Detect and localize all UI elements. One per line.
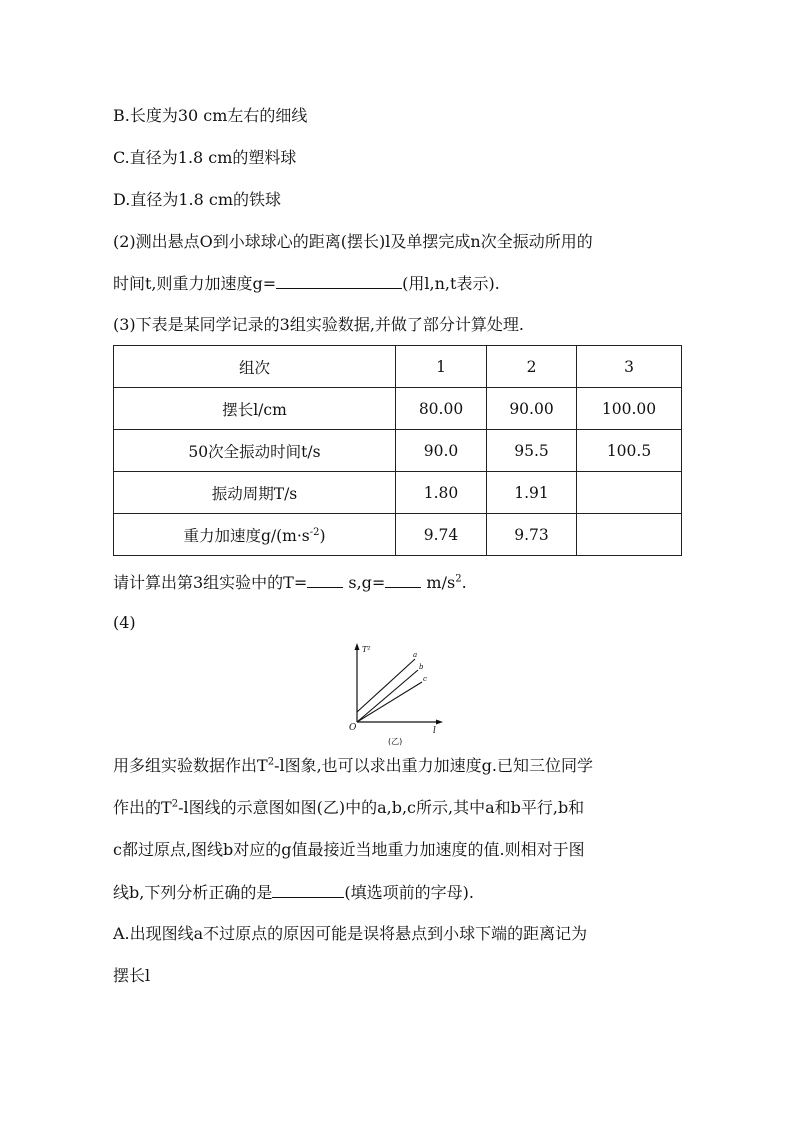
table-row	[114, 430, 682, 472]
q4-para1-sup: 2	[267, 756, 275, 768]
table-cell: 9.74	[396, 514, 487, 556]
q4-option-a-line1: A.出现图线a不过原点的原因可能是误将悬点到小球下端的距离记为	[113, 924, 588, 943]
table-cell: 9.73	[487, 514, 577, 556]
table-cell: 100.5	[577, 430, 682, 472]
table-row	[114, 472, 682, 514]
row-label	[114, 514, 396, 556]
q4-para2	[113, 798, 584, 818]
q4-para4	[113, 882, 474, 903]
t2-l-graph	[340, 640, 450, 748]
q2-line2	[113, 273, 500, 294]
q4-label: (4)	[113, 613, 136, 632]
option-b: B.长度为30 cm左右的细线	[113, 106, 308, 125]
q4-para1-post: -l图象,也可以求出重力加速度g.已知三位同学	[274, 756, 594, 775]
row-label: 50次全振动时间t/s	[114, 430, 396, 472]
table-header-cell: 1	[396, 346, 487, 388]
q4-para4-post: (填选项前的字母).	[344, 883, 474, 902]
q4-option-a-line2: 摆长l	[113, 966, 151, 985]
x-axis-label: l	[433, 726, 436, 736]
q4-para2-pre: 作出的T	[113, 798, 172, 817]
q2-line2-post: (用l,n,t表示).	[402, 274, 500, 293]
origin-label: O	[349, 723, 357, 733]
q3-calc-pre: 请计算出第3组实验中的T=	[113, 573, 308, 592]
q4-para2-sup: 2	[171, 798, 179, 810]
q4-para4-pre: 线b,下列分析正确的是	[113, 883, 273, 902]
table-header-cell: 3	[577, 346, 682, 388]
data-table	[113, 345, 682, 556]
line-label-a: a	[413, 651, 418, 659]
table-cell-empty[interactable]	[577, 472, 682, 514]
q3-calc-mid: s,g=	[348, 573, 386, 592]
y-axis-arrow-icon	[355, 643, 360, 650]
table-cell: 100.00	[577, 388, 682, 430]
row-label-pre: 重力加速度g/(m·s	[183, 526, 310, 545]
graph-caption: (乙)	[388, 737, 403, 746]
q2-line1: (2)测出悬点O到小球球心的距离(摆长)l及单摆完成n次全振动所用的	[113, 232, 593, 251]
answer-blank-g3[interactable]	[385, 572, 421, 588]
table-cell: 80.00	[396, 388, 487, 430]
line-label-c: c	[423, 675, 427, 683]
q2-line2-pre: 时间t,则重力加速度g=	[113, 274, 277, 293]
table-header-cell: 组次	[114, 346, 396, 388]
graph-line-c	[357, 682, 422, 722]
x-axis-arrow-icon	[436, 720, 443, 725]
y-axis-label: T²	[362, 645, 371, 654]
table-header-row	[114, 346, 682, 388]
graph-line-b	[357, 670, 418, 722]
q3-calc-unit: m/s	[426, 573, 456, 592]
table-cell-empty[interactable]	[577, 514, 682, 556]
q3-calc	[113, 572, 467, 593]
q3-calc-end: .	[461, 573, 467, 592]
q4-para1-pre: 用多组实验数据作出T	[113, 756, 268, 775]
table-cell: 1.80	[396, 472, 487, 514]
q4-para2-post: -l图线的示意图如图(乙)中的a,b,c所示,其中a和b平行,b和	[178, 798, 585, 817]
table-cell: 90.00	[487, 388, 577, 430]
q3-calc-sup: 2	[455, 573, 462, 585]
q4-para1	[113, 756, 593, 776]
option-c: C.直径为1.8 cm的塑料球	[113, 148, 297, 167]
q4-para3: c都过原点,图线b对应的g值最接近当地重力加速度的值.则相对于图	[113, 840, 585, 859]
table-row	[114, 388, 682, 430]
row-label-post: )	[319, 526, 326, 545]
answer-blank-choice[interactable]	[272, 882, 344, 898]
q3-intro: (3)下表是某同学记录的3组实验数据,并做了部分计算处理.	[113, 315, 525, 334]
row-label: 摆长l/cm	[114, 388, 396, 430]
line-label-b: b	[419, 663, 424, 671]
table-cell: 95.5	[487, 430, 577, 472]
option-d: D.直径为1.8 cm的铁球	[113, 190, 282, 209]
row-label-sup: -2	[309, 526, 320, 538]
table-cell: 1.91	[487, 472, 577, 514]
table-cell: 90.0	[396, 430, 487, 472]
table-header-cell: 2	[487, 346, 577, 388]
table-row	[114, 514, 682, 556]
answer-blank-g[interactable]	[276, 273, 402, 289]
row-label: 振动周期T/s	[114, 472, 396, 514]
answer-blank-t[interactable]	[307, 572, 343, 588]
